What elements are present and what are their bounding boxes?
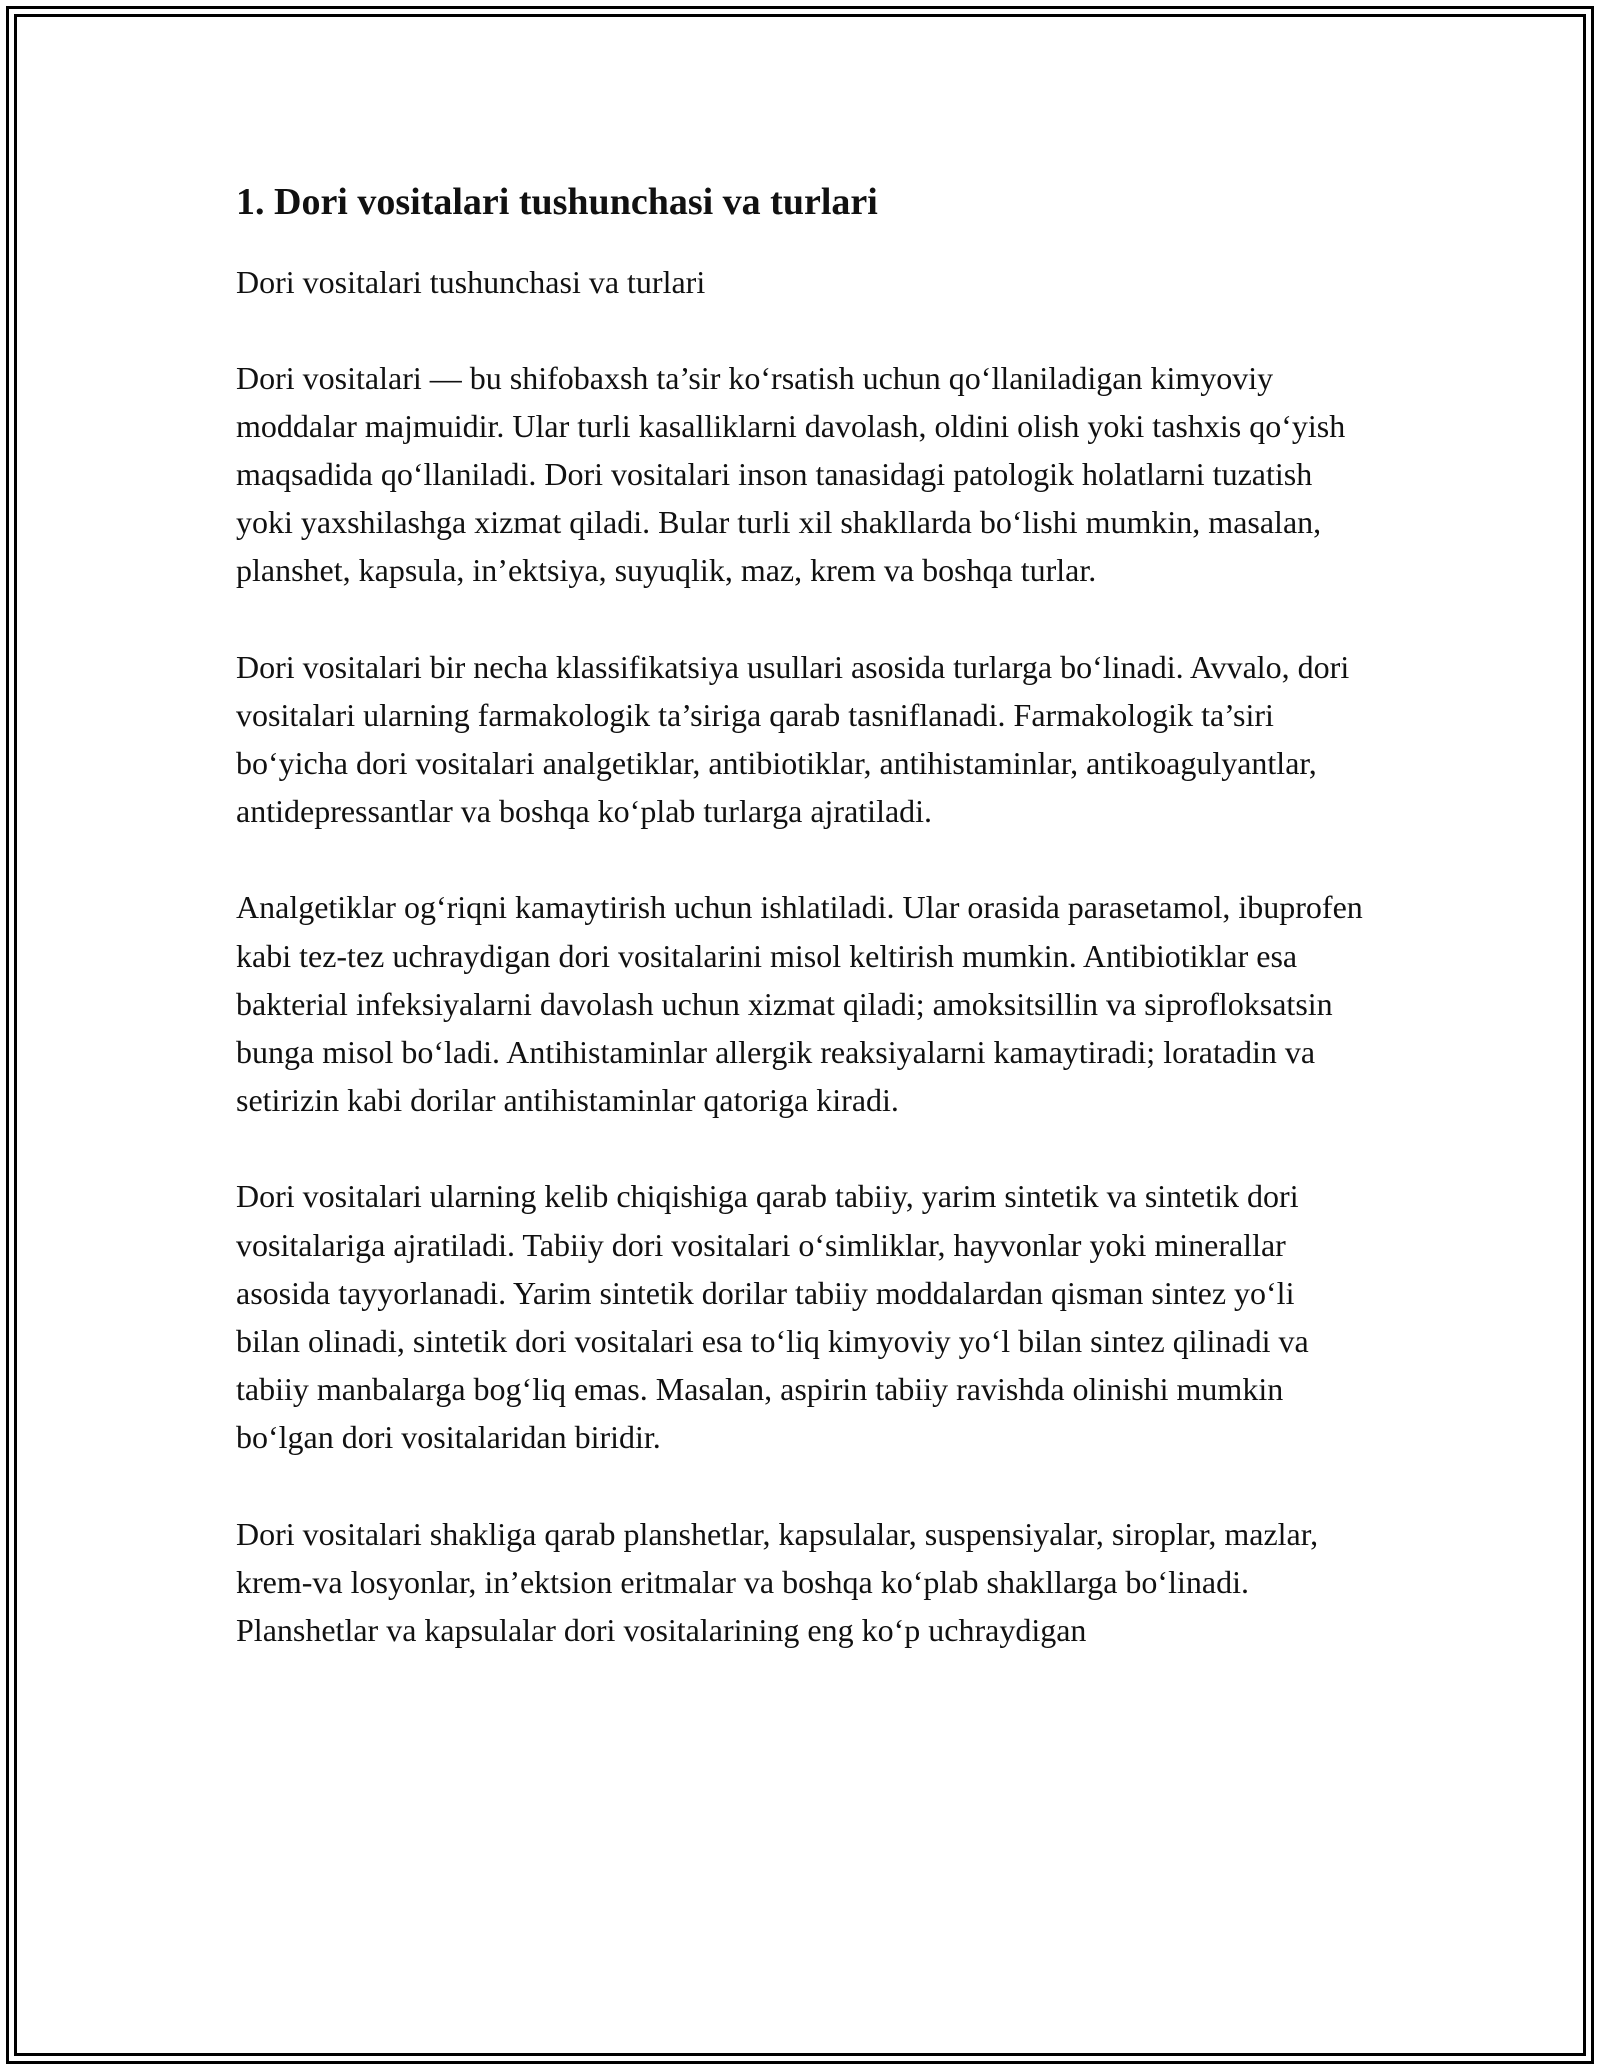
paragraph: Dori vositalari — bu shifobaxsh ta’sir ko‘rsatish uchun qo‘llaniladigan kimyoviy moddalar majmuidir. Ular turli kasalliklarni davolash, oldini olish yoki tashxis qo‘yish maqsadida qo‘llaniladi. Dori vositalari inson tanasidagi patologik holatlarni tuzatish yoki yaxshilashga xizmat qiladi. Bular turli xil shakllarda bo‘lishi mumkin, masalan, planshet, kapsula, in’ektsiya, suyuqlik, maz, krem va boshqa turlar.	[236, 359, 1346, 589]
section-heading: 1. Dori vositalari tushunchasi va turlari	[236, 181, 878, 223]
paragraph: Analgetiklar og‘riqni kamaytirish uchun ishlatiladi. Ular orasida parasetamol, ibuprofen kabi tez-tez uchraydigan dori vositalarini misol keltirish mumkin. Antibiotiklar esa bakterial infeksiyalarni davolash uchun xizmat qiladi; amoksitsillin va siprofloksatsin bunga misol bo‘ladi. Antihistaminlar allergik reaksiyalarni kamaytiradi; loratadin va setirizin kabi dorilar antihistaminlar qatoriga kiradi.	[236, 889, 1363, 1119]
paragraph: Dori vositalari ularning kelib chiqishiga qarab tabiiy, yarim sintetik va sintetik dori vositalariga ajratiladi. Tabiiy dori vositalari o‘simliklar, hayvonlar yoki minerallar asosida tayyorlanadi. Yarim sintetik dorilar tabiiy moddalardan qisman sintez yo‘li bilan olinadi, sintetik dori vositalari esa to‘liq kimyoviy yo‘l bilan sintez qilinadi va tabiiy manbalarga bog‘liq emas. Masalan, aspirin tabiiy ravishda olinishi mumkin bo‘lgan dori vositalaridan biridir.	[236, 1178, 1309, 1456]
paragraph: Dori vositalari shakliga qarab planshetlar, kapsulalar, suspensiyalar, siroplar, mazlar, krem-va losyonlar, in’ektsion eritmalar va boshqa ko‘plab shakllarga bo‘linadi. Planshetlar va kapsulalar dori vositalarining eng ko‘p uchraydigan	[236, 1515, 1319, 1649]
paragraph: Dori vositalari bir necha klassifikatsiya usullari asosida turlarga bo‘linadi. Avvalo, dori vositalari ularning farmakologik ta’siriga qarab tasniflanadi. Farmakologik ta’siri bo‘yicha dori vositalari analgetiklar, antibiotiklar, antihistaminlar, antikoagulyantlar, antidepressantlar va boshqa ko‘plab turlarga ajratiladi.	[236, 648, 1350, 830]
document-page	[236, 180, 1366, 1702]
section-subtitle: Dori vositalari tushunchasi va turlari	[236, 263, 706, 300]
